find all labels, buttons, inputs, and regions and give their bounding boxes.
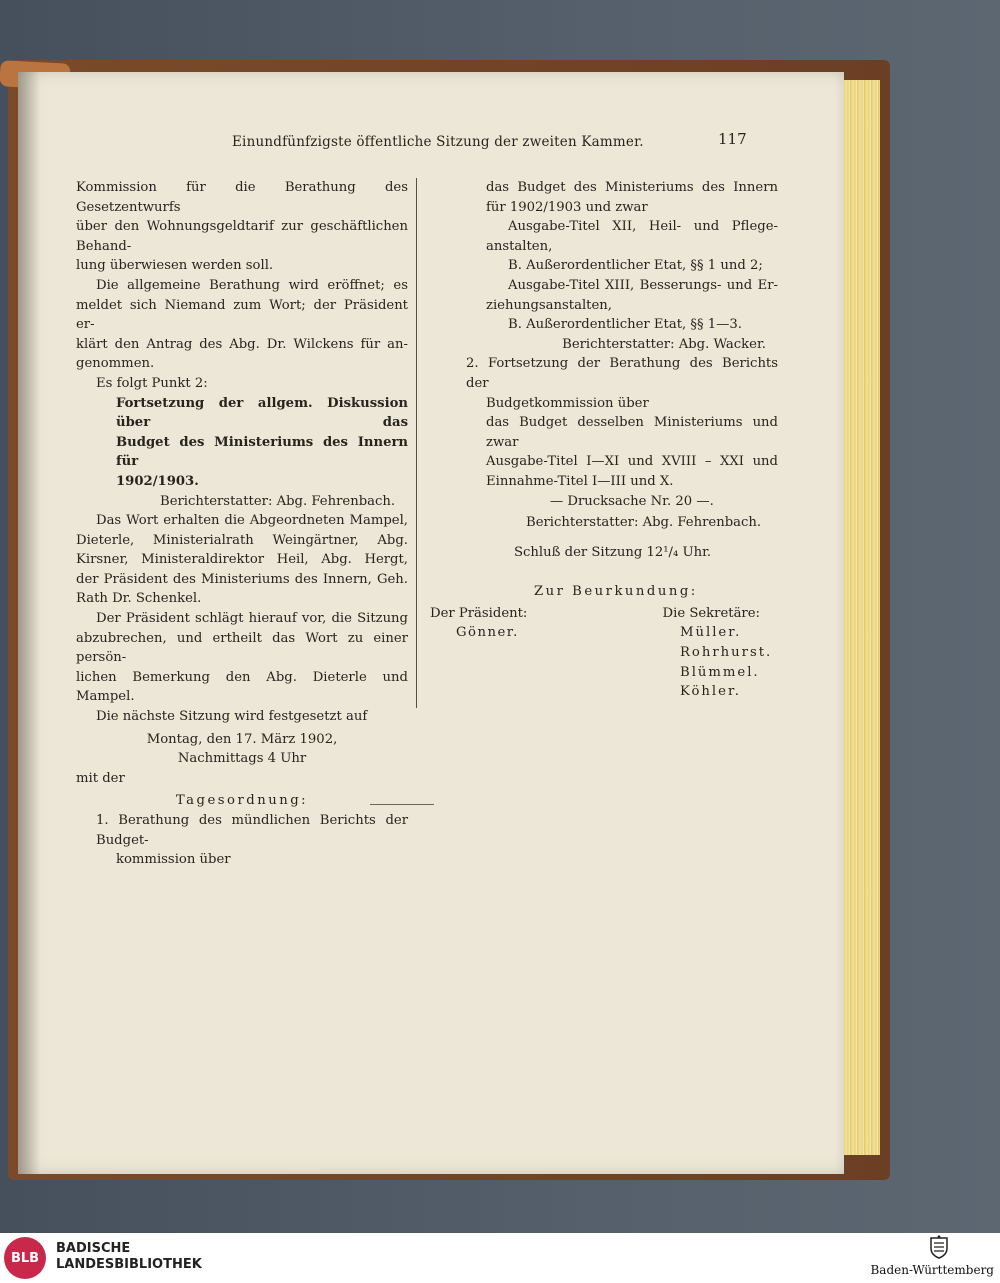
rapporteur-line: Berichterstatter: Abg. Fehrenbach. [526,515,762,531]
agenda-point-label: Es folgt Punkt 2: [96,375,208,391]
text-line: Das Wort erhalten die Abgeordneten Mampel, [96,513,408,529]
text-line: B. Außerordentlicher Etat, §§ 1 und 2; [508,258,763,274]
next-session-date: Montag, den 17. März 1902, [146,731,338,747]
closing-rule [370,804,434,805]
blb-logo[interactable]: BLB [4,1237,46,1279]
bold-agenda-item: 1902/1903. [116,473,199,489]
rapporteur-line: Berichterstatter: Abg. Wacker. [562,336,766,352]
text-line: der Präsident des Ministeriums des Innern, Geh. [76,571,408,587]
text-line: Ausgabe-Titel XII, Heil- und Pflege- [508,219,778,235]
text-line: lichen Bemerkung den Abg. Dieterle und Mampel. [76,669,408,705]
agenda-heading: Tagesordnung: [175,793,309,809]
secretary-name: Müller. [680,625,742,641]
president-label: Der Präsident: [430,605,528,621]
certification-heading: Zur Beurkundung: [534,584,698,600]
column-divider [416,178,417,708]
signature-labels [430,602,760,624]
document-reference: — Drucksache Nr. 20 —. [550,493,714,509]
agenda-item-1: 1. Berathung des mündlichen Berichts der Budget- [96,813,408,848]
text-line: Rath Dr. Schenkel. [76,591,202,607]
text-line: Der Präsident schlägt hierauf vor, die Sitzung [96,611,408,627]
agenda-item-2: 2. Fortsetzung der Berathung des Berichts der [466,356,778,391]
signature-names [446,623,778,701]
secretary-name: Blümmel. [680,664,760,680]
text-line: lung überwiesen werden soll. [76,258,274,274]
text-line: das Budget desselben Ministeriums und [486,415,778,431]
text-line: für 1902/1903 und zwar [486,199,648,215]
agenda-item-2: Budgetkommission über [486,395,649,411]
secretary-name: Rohrhurst. [680,645,773,661]
spine-shadow [18,72,40,1174]
coat-of-arms-icon [928,1235,950,1259]
state-name: Baden-Württemberg [870,1263,994,1277]
book-page [18,72,844,1174]
library-name-line: BADISCHE [56,1241,131,1256]
text-line: Einnahme-Titel I—III und X. [486,473,674,489]
rapporteur-line: Berichterstatter: Abg. Fehrenbach. [160,493,396,509]
bold-agenda-item: Budget des Ministeriums des Innern für [116,434,408,470]
attribution-bar [0,1233,1000,1283]
text-line: anstalten, [486,238,553,254]
text-line: Dieterle, Ministerialrath Weingärtner, Abg. [76,532,408,548]
president-name: Gönner. [456,625,519,641]
text-line: Kommission für die Berathung des Gesetzentwurfs [76,180,408,215]
session-close: Schluß der Sitzung 12¹/₄ Uhr. [514,544,712,560]
agenda-item-1: kommission über [116,852,231,868]
text-line: Die nächste Sitzung wird festgesetzt auf [96,709,368,725]
library-name-line: LANDESBIBLIOTHEK [56,1257,202,1272]
text-line: Ausgabe-Titel I—XI und XVIII – XXI und [486,454,778,470]
page-number: 117 [718,130,747,148]
running-header: Einundfünfzigste öffentliche Sitzung der zweiten Kammer. [232,134,644,150]
text-line: ziehungsanstalten, [486,297,612,313]
text-line: zwar [486,434,519,450]
text-line: abzubrechen, und ertheilt das Wort zu einer persön- [76,630,408,666]
text-line: Kirsner, Ministeraldirektor Heil, Abg. Hergt, [76,552,408,568]
bold-agenda-item: Fortsetzung der allgem. Diskussion über das [116,395,408,431]
text-line: mit der [76,770,125,786]
secretaries-label: Die Sekretäre: [662,605,760,621]
library-name[interactable] [56,1241,202,1273]
secretary-names [458,623,772,701]
text-line: Ausgabe-Titel XIII, Besserungs- und Er- [508,277,778,293]
text-line: Die allgemeine Berathung wird eröffnet; es [96,277,408,293]
text-line: genommen. [76,356,155,372]
text-line: über den Wohnungsgeldtarif zur geschäftlichen Behand- [76,219,408,254]
text-line: meldet sich Niemand zum Wort; der Präsident er- [76,297,408,333]
secretary-name: Köhler. [680,684,741,700]
text-line: das Budget des Ministeriums des Innern [486,180,778,195]
left-column [76,178,408,870]
text-line: klärt den Antrag des Abg. Dr. Wilckens für an- [76,336,408,352]
text-line: B. Außerordentlicher Etat, §§ 1—3. [508,317,742,333]
right-column [430,178,778,701]
next-session-time: Nachmittags 4 Uhr [177,751,307,767]
